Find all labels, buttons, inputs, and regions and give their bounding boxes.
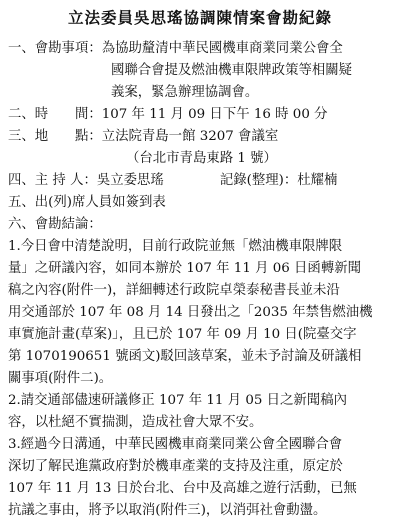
conclusion-1-line-2: 量」之研議內容，如同本辦於 107 年 11 月 06 日函轉新聞 [8,261,361,276]
section-inspection-items [8,38,392,104]
conclusion-3-line-3: 107 年 11 月 13 日於台北、台中及高雄之遊行活動，已無 [8,481,357,496]
section-location [8,126,392,148]
section-time [8,104,392,126]
conclusion-1-line-4: 用交通部於 107 年 08 月 14 日發出之「2035 年禁售燃油機 [8,305,373,320]
section-conclusions-heading: 六、會勘結論： [8,217,102,232]
conclusion-1-line-5: 車實施計畫(草案)」，且已於 107 年 09 月 10 日(院臺交字 [8,327,357,342]
conclusion-2-line-2: 容，以杜絕不實揣測，造成社會大眾不安。 [8,415,263,430]
inspection-items-line-1: 為協助釐清中華民國機車商業同業公會全 [101,41,343,56]
location-address: （台北市青島東路 1 號） [126,151,277,166]
time-value: 107 年 11 月 09 日下午 16 時 00 分 [101,107,328,122]
recorder-label: 記錄(整理)： [219,173,298,188]
time-label: 二、時 間： [8,107,102,122]
location-value: 立法院青島一館 3207 會議室 [101,129,279,144]
conclusion-1-line-7: 關事項(附件二)。 [8,371,113,386]
location-label: 三、地 點： [8,129,102,144]
inspection-items-label: 一、會勘事項： [8,41,102,56]
conclusion-3-line-4: 抗議之事由，將予以取消(附件三)，以消弭社會動盪。 [8,503,327,518]
inspection-items-line-2: 國聯合會提及燃油機車限牌政策等相關疑 [111,63,353,78]
conclusion-3-line-1: 3.經過今日溝通，中華民國機車商業同業公會全國聯合會 [8,437,343,452]
section-attendees: 五、出(列)席人員如簽到表 [8,195,166,210]
inspection-items-line-3: 義案，緊急辦理協調會。 [111,85,259,100]
conclusion-1 [8,236,392,390]
document-title: 立法委員吳思瑤協調陳情案會勘紀錄 [67,8,332,27]
host-label: 四、主 持 人： [8,173,97,188]
section-host [8,170,392,192]
conclusion-3 [8,434,392,522]
conclusion-1-line-6: 第 1070190651 號函文)駁回該草案，並未予討論及研議相 [8,349,362,364]
recorder-value: 杜耀楠 [297,173,338,188]
conclusion-2-line-1: 2.請交通部儘速研議修正 107 年 11 月 05 日之新聞稿內 [8,393,347,408]
conclusion-3-line-2: 深切了解民進黨政府對於機車產業的支持及注重，原定於 [8,459,343,474]
conclusion-2 [8,390,392,434]
host-value: 吳立委思瑤 [96,173,164,188]
conclusion-1-line-1: 1.今日會中清楚說明，目前行政院並無「燃油機車限牌限 [8,239,343,254]
conclusion-1-line-3: 稿之內容(附件一)，詳細轉述行政院卓榮泰秘書長並未沿 [8,283,340,298]
